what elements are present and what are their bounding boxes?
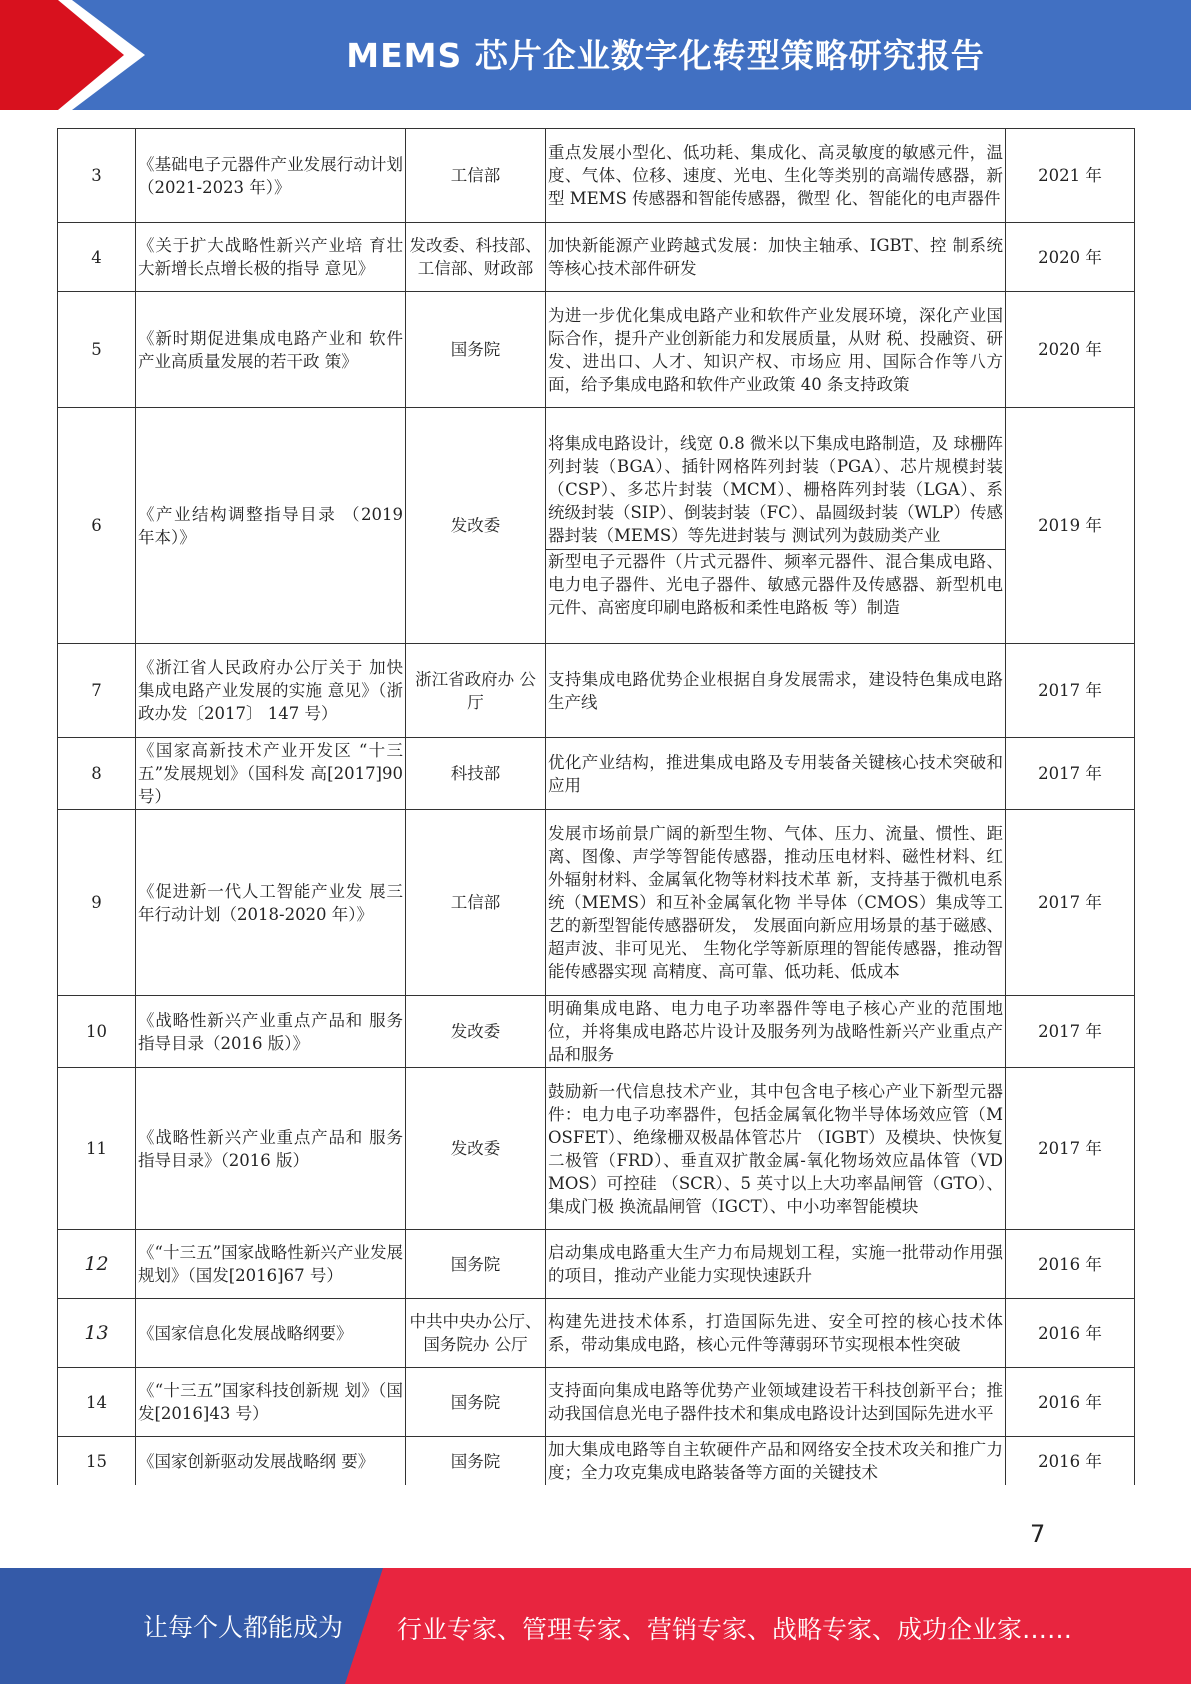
cell-policy-title: 《浙江省人民政府办公厅关于 加快集成电路产业发展的实施 意见》（浙政办发〔2017〕 147 号）	[136, 644, 406, 738]
content-paragraph: 支持集成电路优势企业根据自身发展需求，建设特色集成电路生产线	[548, 669, 1003, 712]
content-paragraph: 鼓励新一代信息技术产业，其中包含电子核心产业下新型元器件：电力电子功率器件，包括金属氧化物半导体场效应管（MOSFET）、绝缘栅双极晶体管芯片 （IGBT）及模块、快恢复二极管（FRD）、垂直双扩散金属-氧化物场效应晶体管（VDMOS）可控硅 （SCR）、5 英寸以上大功率晶闸管（GTO）、集成门极 换流晶闸管（IGCT）、中小功率智能模块	[548, 1081, 1003, 1216]
cell-content	[546, 1368, 1006, 1437]
cell-number: 14	[58, 1368, 136, 1437]
table-row	[58, 644, 1135, 738]
table-row	[58, 1230, 1135, 1299]
content-paragraph: 优化产业结构，推进集成电路及专用装备关键核心技术突破和应用	[548, 752, 1003, 795]
cell-content	[546, 1230, 1006, 1299]
content-paragraph: 构建先进技术体系，打造国际先进、安全可控的核心技术体系，带动集成电路，核心元件等薄弱环节实现根本性突破	[548, 1312, 1003, 1354]
cell-department: 浙江省政府办 公厅	[406, 644, 546, 738]
table-row	[58, 1368, 1135, 1437]
cell-year: 2016 年	[1006, 1368, 1135, 1437]
cell-number: 8	[58, 738, 136, 810]
content-paragraph: 新型电子元器件（片式元器件、频率元器件、混合集成电路、电力电子器件、光电子器件、敏感元器件及传感器、新型机电元件、高密度印刷电路板和柔性电路板 等）制造	[546, 549, 1005, 619]
cell-policy-title: 《“十三五”国家战略性新兴产业发展规划》（国发[2016]67 号）	[136, 1230, 406, 1299]
cell-policy-title: 《促进新一代人工智能产业发 展三年行动计划（2018-2020 年）》	[136, 810, 406, 996]
cell-department: 发改委	[406, 1068, 546, 1230]
content-paragraph: 启动集成电路重大生产力布局规划工程，实施一批带动作用强的项目，推动产业能力实现快速跃升	[548, 1243, 1003, 1285]
table-row	[58, 810, 1135, 996]
cell-policy-title: 《产业结构调整指导目录 （2019 年本）》	[136, 408, 406, 644]
cell-content	[546, 408, 1006, 644]
table-row	[58, 738, 1135, 810]
table-row	[58, 292, 1135, 408]
cell-department: 国务院	[406, 292, 546, 408]
cell-content	[546, 738, 1006, 810]
cell-number: 9	[58, 810, 136, 996]
cell-department: 工信部	[406, 810, 546, 996]
cell-department: 中共中央办公厅、国务院办 公厅	[406, 1299, 546, 1368]
cell-year: 2017 年	[1006, 738, 1135, 810]
cell-number: 3	[58, 129, 136, 223]
cell-number: 15	[58, 1437, 136, 1486]
cell-year: 2017 年	[1006, 1068, 1135, 1230]
cell-content	[546, 292, 1006, 408]
content-paragraph: 将集成电路设计，线宽 0.8 微米以下集成电路制造，及 球栅阵列封装（BGA）、插针网格阵列封装（PGA）、芯片规模封装（CSP）、多芯片封装（MCM）、栅格阵列封装（LGA）、系统级封装（SIP）、倒装封装（FC）、晶圆级封装（WLP）传感器封装（MEMS）等先进封装与 测试列为鼓励类产业	[548, 434, 1004, 545]
table-row	[58, 1068, 1135, 1230]
table-row	[58, 129, 1135, 223]
cell-year: 2016 年	[1006, 1299, 1135, 1368]
cell-department: 国务院	[406, 1230, 546, 1299]
cell-number: 7	[58, 644, 136, 738]
cell-content	[546, 644, 1006, 738]
cell-content	[546, 1068, 1006, 1230]
cell-year: 2019 年	[1006, 408, 1135, 644]
cell-department: 发改委	[406, 996, 546, 1068]
cell-department: 国务院	[406, 1368, 546, 1437]
content-paragraph: 明确集成电路、电力电子功率器件等电子核心产业的范围地位，并将集成电路芯片设计及服务列为战略性新兴产业重点产品和服务	[548, 999, 1003, 1064]
report-header	[0, 0, 1191, 110]
cell-content	[546, 1299, 1006, 1368]
cell-year: 2020 年	[1006, 223, 1135, 292]
policy-table-body	[58, 129, 1135, 1486]
table-row	[58, 1437, 1135, 1486]
table-row	[58, 223, 1135, 292]
cell-number: 6	[58, 408, 136, 644]
cell-policy-title: 《关于扩大战略性新兴产业培 育壮大新增长点增长极的指导 意见》	[136, 223, 406, 292]
cell-year: 2020 年	[1006, 292, 1135, 408]
cell-content	[546, 129, 1006, 223]
cell-policy-title: 《“十三五”国家科技创新规 划》（国发[2016]43 号）	[136, 1368, 406, 1437]
content-paragraph: 重点发展小型化、低功耗、集成化、高灵敏度的敏感元件，温度、气体、位移、速度、光电、生化等类别的高端传感器，新型 MEMS 传感器和智能传感器，微型 化、智能化的电声器件	[548, 143, 1003, 208]
cell-policy-title: 《战略性新兴产业重点产品和 服务指导目录》（2016 版）	[136, 1068, 406, 1230]
cell-department: 工信部	[406, 129, 546, 223]
report-title: MEMS 芯片企业数字化转型策略研究报告	[346, 36, 985, 75]
cell-number: 13	[58, 1299, 136, 1368]
content-paragraph: 加大集成电路等自主软硬件产品和网络安全技术攻关和推广力度；全力攻克集成电路装备等方面的关键技术	[548, 1440, 1003, 1482]
cell-content	[546, 810, 1006, 996]
cell-year: 2017 年	[1006, 644, 1135, 738]
cell-policy-title: 《国家创新驱动发展战略纲 要》	[136, 1437, 406, 1486]
cell-department: 发改委	[406, 408, 546, 644]
header-arrow-decoration	[0, 0, 150, 110]
cell-number: 4	[58, 223, 136, 292]
content-paragraph: 支持面向集成电路等优势产业领域建设若干科技创新平台；推动我国信息光电子器件技术和集成电路设计达到国际先进水平	[548, 1381, 1003, 1423]
content-paragraph: 发展市场前景广阔的新型生物、气体、压力、流量、惯性、距离、图像、声学等智能传感器，推动压电材料、磁性材料、红外辐射材料、金属氧化物等材料技术革 新，支持基于微机电系统（MEMS）和互补金属氧化物 半导体（CMOS）集成等工艺的新型智能传感器研发， 发展面向新应用场景的基于磁感、超声波、非可见光、 生物化学等新原理的智能传感器，推动智能传感器实现 高精度、高可靠、低功耗、低成本	[548, 824, 1003, 981]
cell-number: 10	[58, 996, 136, 1068]
cell-year: 2017 年	[1006, 996, 1135, 1068]
table-row	[58, 408, 1135, 644]
cell-year: 2016 年	[1006, 1437, 1135, 1486]
cell-policy-title: 《战略性新兴产业重点产品和 服务指导目录（2016 版）》	[136, 996, 406, 1068]
footer-slogan-left: 让每个人都能成为	[143, 1613, 344, 1642]
policy-table	[57, 128, 1135, 1485]
cell-number: 5	[58, 292, 136, 408]
footer-slogan-right: 行业专家、管理专家、营销专家、战略专家、成功企业家……	[397, 1615, 1073, 1644]
cell-content	[546, 223, 1006, 292]
footer-banner	[0, 1568, 1191, 1684]
cell-number: 11	[58, 1068, 136, 1230]
cell-number: 12	[58, 1230, 136, 1299]
cell-department: 国务院	[406, 1437, 546, 1486]
table-row	[58, 996, 1135, 1068]
cell-year: 2016 年	[1006, 1230, 1135, 1299]
cell-content	[546, 996, 1006, 1068]
cell-policy-title: 《国家高新技术产业开发区 “十三五”发展规划》（国科发 高[2017]90 号）	[136, 738, 406, 810]
table-row	[58, 1299, 1135, 1368]
content-paragraph: 为进一步优化集成电路产业和软件产业发展环境，深化产业国际合作，提升产业创新能力和发展质量，从财 税、投融资、研发、进出口、人才、知识产权、市场应 用、国际合作等八方面，给予集成电路和软件产业政策 40 条支持政策	[548, 305, 1003, 394]
cell-year: 2021 年	[1006, 129, 1135, 223]
page-number: 7	[1030, 1520, 1046, 1548]
content-paragraph: 加快新能源产业跨越式发展：加快主轴承、IGBT、控 制系统等核心技术部件研发	[548, 236, 1003, 278]
cell-department: 发改委、科技部、工信部、财政部	[406, 223, 546, 292]
cell-policy-title: 《基础电子元器件产业发展行动计划（2021-2023 年）》	[136, 129, 406, 223]
cell-department: 科技部	[406, 738, 546, 810]
cell-policy-title: 《新时期促进集成电路产业和 软件产业高质量发展的若干政 策》	[136, 292, 406, 408]
cell-policy-title: 《国家信息化发展战略纲要》	[136, 1299, 406, 1368]
cell-year: 2017 年	[1006, 810, 1135, 996]
cell-content	[546, 1437, 1006, 1486]
